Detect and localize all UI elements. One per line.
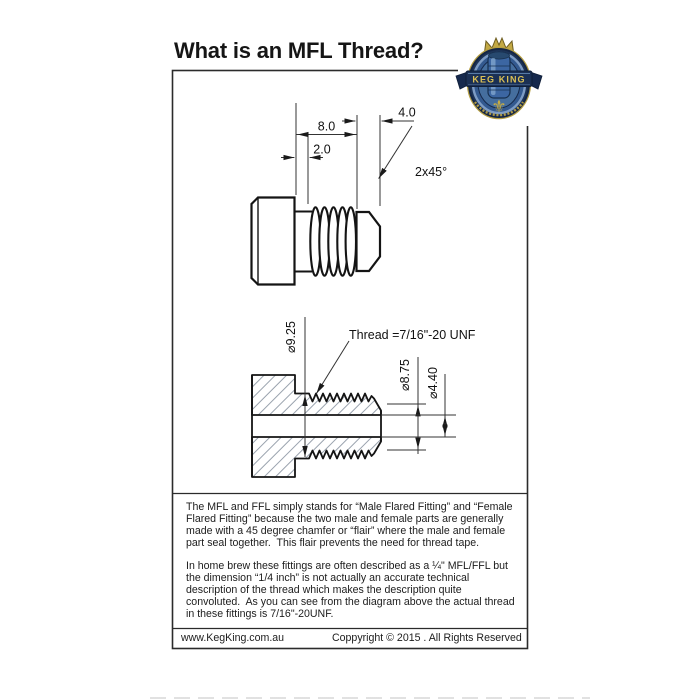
dim-2-label: 2.0 [313, 142, 331, 157]
lower-view [252, 375, 381, 477]
dim-4-label: 4.0 [398, 105, 416, 120]
dim-8-label: 8.0 [317, 119, 336, 134]
chamfer-label: 2x45° [415, 165, 448, 179]
dia-440-label: ⌀4.40 [426, 367, 440, 399]
flared-tip [357, 212, 381, 271]
paragraph-mfl-ffl: The MFL and FFL simply stands for “Male Flared Fitting” and “Female Flared Fitting” because the two male and female parts are generally made with a 45 degree chamfer or “flair” where the male and female part seal together. This flair prevents the need for thread tape. [186, 501, 516, 549]
ribbon-banner [456, 71, 542, 89]
dia-925-label: ⌀9.25 [284, 321, 298, 353]
section-upper-half [252, 375, 381, 415]
paragraph-quarter-inch: In home brew these fittings are often described as a ¼" MFL/FFL but the dimension “1/4 inch” is not actually an accurate technical description of the thread which makes the description quite convoluted. As you can see from the diagram above the actual thread in these fittings is 7/16"-20UNF. [186, 560, 518, 620]
thread-spec-label: Thread =7/16"-20 UNF [349, 328, 476, 342]
upper-view [252, 198, 381, 285]
keg-king-logo [450, 22, 550, 128]
scan-edge-artifact [150, 697, 590, 699]
thread-coil [310, 207, 356, 275]
fleur-de-lis-icon: ⚜ [491, 97, 507, 117]
section-lower-half [252, 437, 381, 477]
dia-875-label: ⌀8.75 [398, 359, 412, 391]
description-box [186, 501, 518, 631]
footer-copyright: Coppyright © 2015 . All Rights Reserved [332, 632, 522, 644]
upper-dimensions [281, 103, 414, 209]
logo-brand-text: KEG KING [472, 74, 526, 85]
footer-website: www.KegKing.com.au [181, 632, 285, 644]
page-title: What is an MFL Thread? [174, 38, 424, 63]
